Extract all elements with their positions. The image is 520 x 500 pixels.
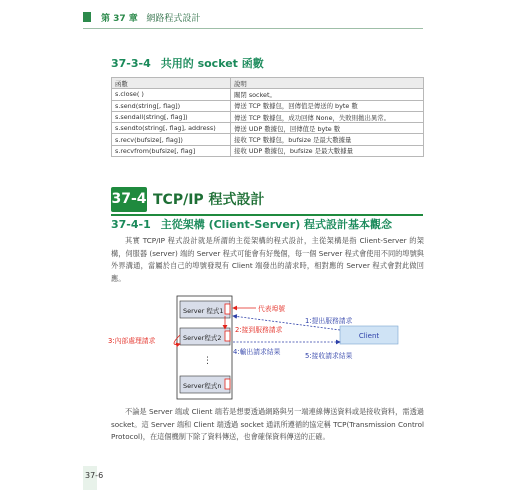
table-cell-function: s.recvfrom(bufsize[, flag]	[112, 145, 231, 156]
running-header	[101, 11, 200, 24]
table-cell-description: 接收 TCP 數據包，bufsize 是最大數據量	[231, 134, 424, 145]
step-3-label: 3:內部處理請求	[108, 337, 156, 345]
section-title: 共用的 socket 函數	[160, 57, 264, 70]
section-number: 37-4-1	[111, 218, 151, 231]
table-cell-description: 關閉 socket。	[231, 89, 424, 100]
chapter-title: 網路程式設計	[146, 14, 201, 24]
step-2-label: 2:接到服務請求	[235, 326, 283, 334]
port-marker	[225, 331, 230, 341]
server-program-n-label: Server程式n	[183, 382, 222, 390]
step-5-label: 5:接收請求結果	[305, 352, 353, 360]
section-title: 主從架構 (Client-Server) 程式設計基本觀念	[160, 218, 393, 231]
header-rule	[83, 28, 423, 29]
table-row	[112, 134, 424, 145]
port-legend-label: 代表埠號	[258, 305, 286, 313]
client-server-diagram	[100, 292, 420, 400]
socket-functions-table	[111, 77, 424, 157]
table-cell-function: s.sendall(string[, flag])	[112, 111, 231, 122]
port-marker	[225, 304, 230, 314]
ellipsis-dots: ⋮	[203, 356, 212, 366]
server-program-1-label: Server 程式1	[183, 307, 224, 315]
step-1-label: 1:提出服務請求	[305, 317, 353, 325]
chapter-number: 第 37 章	[101, 14, 138, 24]
body-paragraph-2: 不論是 Server 端或 Client 端若是想要透過網路與另一端連線傳送資料或是接收資料，需透過 socket。這 Server 端和 Client 端透過 socket 通訊所遵循的協定稱 TCP(Transmission Control Protocol)，在這個機制下除了資料傳送，也會確保資料傳送的正確。	[111, 407, 424, 441]
client-label: Client	[358, 332, 380, 340]
section-heading-37-4-1	[111, 216, 392, 232]
body-paragraph-1: 其實 TCP/IP 程式設計就是所謂的主從架構的程式設計，主從架構是指 Client-Server 的架構，伺服器 (server) 端的 Server 程式可能會有好幾個，每一個 Server 程式會使用不同的埠號與外界溝通，當屬於自己的埠號發現有 Client 端發出的請求時，相對應的 Server 程式會對此做回應。	[111, 236, 424, 283]
table-cell-function: s.sendto(string[, flag], address)	[112, 123, 231, 134]
section-number: 37-3-4	[111, 57, 151, 70]
table-cell-description: 傳送 TCP 數據包，回傳值是傳送的 byte 數	[231, 100, 424, 111]
section-title-37-4: TCP/IP 程式設計	[153, 192, 265, 208]
table-cell-function: s.recv(bufsize[, flag])	[112, 134, 231, 145]
chapter-marker	[83, 12, 91, 22]
table-cell-function: s.close( )	[112, 89, 231, 100]
port-marker	[225, 379, 230, 389]
table-cell-description: 接收 UDP 數據包，bufsize 是最大數據量	[231, 145, 424, 156]
table-row	[112, 89, 424, 100]
table-row	[112, 111, 424, 122]
table-row	[112, 123, 424, 134]
table-cell-description: 傳送 TCP 數據包，成功回傳 None，失敗則拋出異常。	[231, 111, 424, 122]
table-header-row	[112, 78, 424, 89]
column-header-description: 說明	[231, 78, 424, 89]
table-cell-description: 傳送 UDP 數據包，回傳值是 byte 數	[231, 123, 424, 134]
table-row	[112, 145, 424, 156]
page-number: 37-6	[85, 471, 104, 480]
table-cell-function: s.send(string[, flag])	[112, 100, 231, 111]
section-heading-37-3-4	[111, 55, 264, 71]
table-row	[112, 100, 424, 111]
step-4-label: 4:輸出請求結果	[233, 348, 281, 356]
section-badge-37-4: 37-4	[111, 187, 147, 212]
server-program-2-label: Server程式2	[183, 334, 222, 342]
column-header-function: 函數	[112, 78, 231, 89]
